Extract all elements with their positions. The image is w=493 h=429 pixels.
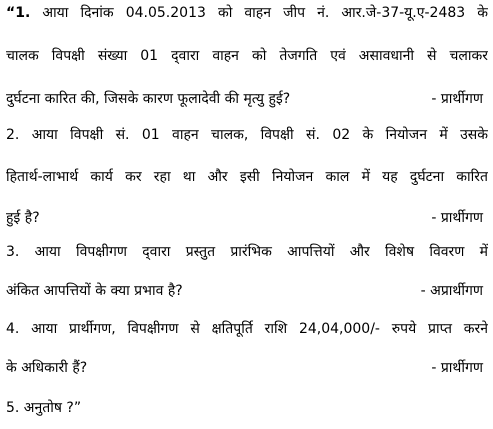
issue-1-line-1 xyxy=(6,3,488,23)
issue-2-line-3: हुई है? xyxy=(6,210,40,226)
issue-4-onus: - प्रार्थीगण xyxy=(431,360,483,376)
issue-1-line-2: चालक विपक्षी संख्या 01 द्‌वारा वाहन को तेजगति एवं असावधानी से चलाकर xyxy=(6,48,488,64)
issue-3-onus: - अप्रार्थीगण xyxy=(420,283,483,299)
issue-5-line-1: 5. अनुतोष ?” xyxy=(6,400,82,416)
issue-4-line-1: 4. आया प्रार्थीगण, विपक्षीगण से क्षतिपूर्ति राशि 24,04,000/- रुपये प्राप्त करने xyxy=(6,321,488,337)
issue-1-number: “1. xyxy=(6,5,31,21)
issue-3-line-2: अंकित आपत्तियों के क्या प्रभाव है? xyxy=(6,283,183,299)
issue-2-onus: - प्रार्थीगण xyxy=(431,210,483,226)
issue-2-line-1: 2. आया विपक्षी सं. 01 वाहन चालक, विपक्षी सं. 02 के नियोजन में उसके xyxy=(6,127,488,143)
issue-1-onus: - प्रार्थीगण xyxy=(431,91,483,107)
issue-3-line-1: 3. आया विपक्षीगण द्‌वारा प्रस्तुत प्रारंभिक आपत्तियों और विशेष विवरण में xyxy=(6,244,488,260)
issue-1-line-3: दुर्घटना कारित की, जिसके कारण फूलादेवी की मृत्यु हुई? xyxy=(6,91,291,107)
issue-4-line-2: के अधिकारी हैं? xyxy=(6,360,88,376)
issue-1-text-1: आया दिनांक 04.05.2013 को वाहन जीप नं. आर.जे-37-यू.ए-2483 के xyxy=(30,5,488,21)
issue-2-line-2: हितार्थ-लाभार्थ कार्य कर रहा था और इसी नियोजन काल में यह दुर्घटना कारित xyxy=(6,169,488,185)
